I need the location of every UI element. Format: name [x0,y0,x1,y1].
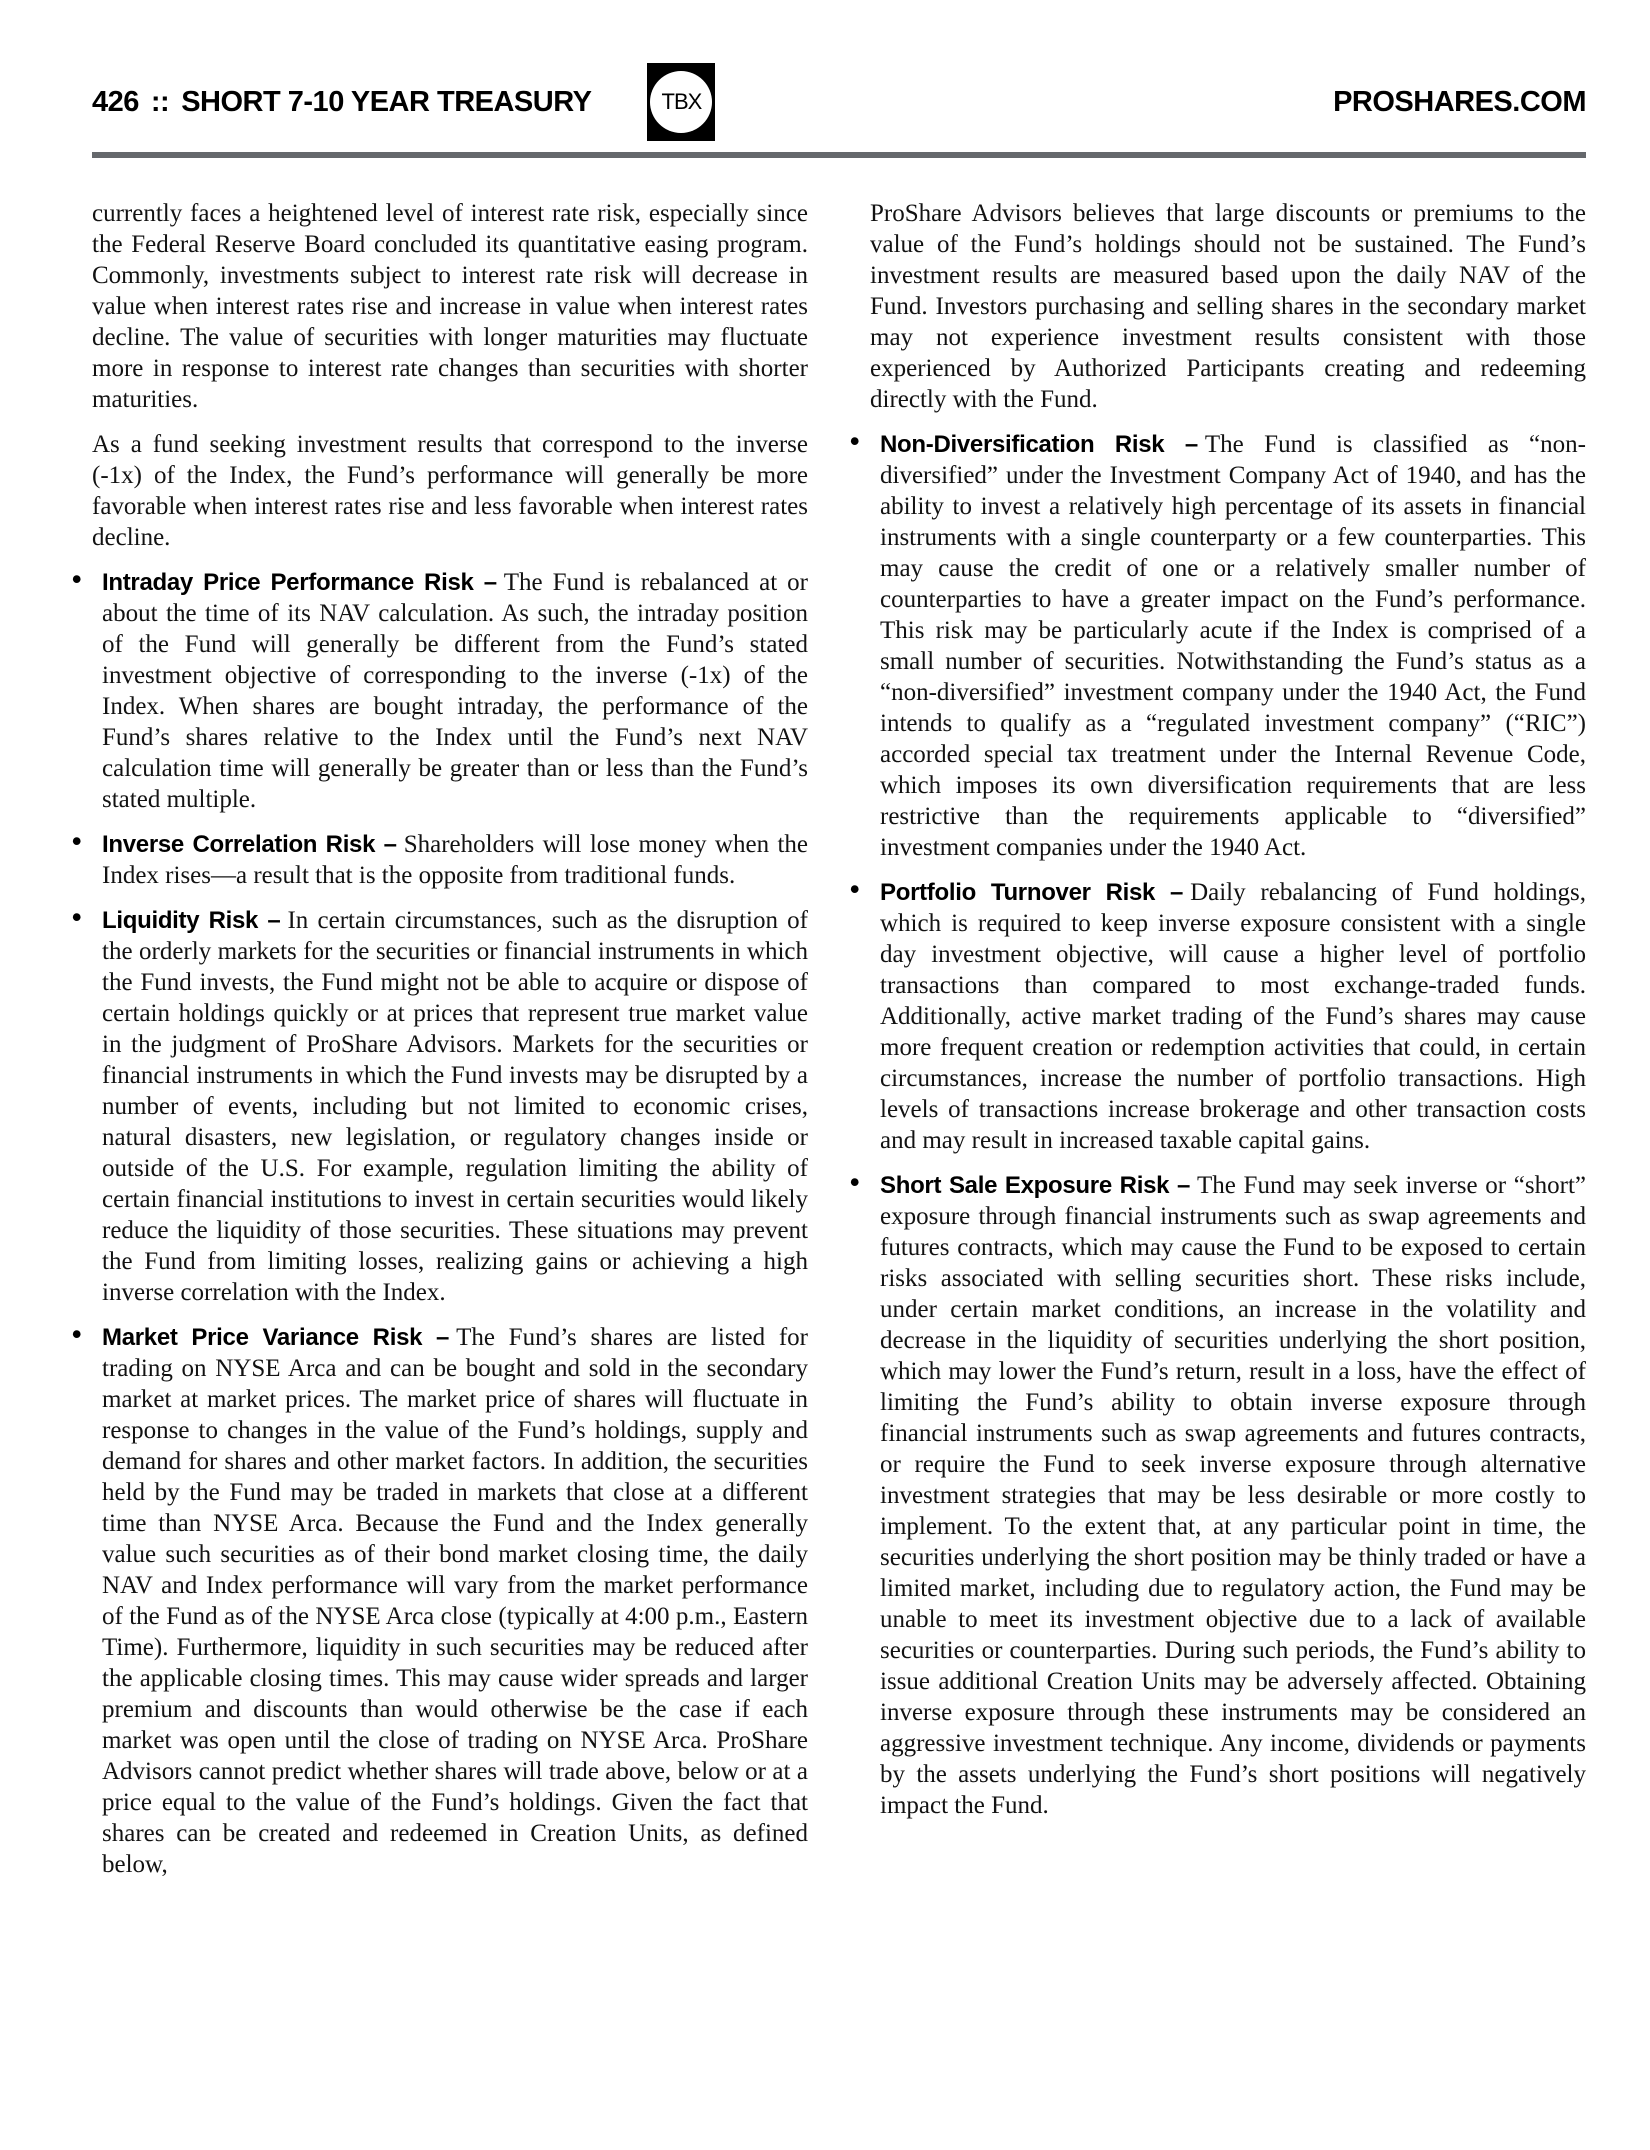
risk-heading: Non-Diversification Risk – [880,431,1198,458]
page-header [92,62,1586,142]
risk-heading: Market Price Variance Risk – [102,1324,450,1351]
risk-bullet-intraday-price-performance [72,564,808,815]
risk-heading: Portfolio Turnover Risk – [880,879,1184,906]
website-text: PROSHARES.COM [1333,85,1586,118]
ticker-label: TBX [661,89,702,114]
header-separator: :: [150,85,170,118]
bullet-icon: • [72,826,82,856]
risk-heading: Short Sale Exposure Risk – [880,1172,1191,1199]
page-number: 426 [92,85,139,118]
risk-bullet-market-price-variance [72,1319,808,1880]
risk-text: The Fund is classified as “non-diversified” under the Investment Company Act of 1940, and has the ability to invest a relatively high percentage of its assets in financial instruments with a single counterparty or a few counterparties. This may cause the credit of one or a relatively smaller number of counterparties to have a greater impact on the Fund’s performance. This risk may be particularly acute if the Index is comprised of a small number of securities. Notwithstanding the Fund’s status as a “non-diversified” investment company under the 1940 Act, the Fund intends to qualify as a “regulated investment company” (“RIC”) accorded special tax treatment under the Internal Revenue Code, which imposes its own diversification requirements that are less restrictive than the requirements applicable to “diversified” investment companies under the 1940 Act. [880,431,1586,861]
risk-bullet-portfolio-turnover [850,874,1586,1156]
risk-bullet-short-sale-exposure [850,1167,1586,1821]
ticker-circle-icon [650,71,712,133]
risk-heading: Liquidity Risk – [102,907,281,934]
body-paragraph: ProShare Advisors believes that large discounts or premiums to the value of the Fund’s holdings should not be sustained. The Fund’s investment results are measured based upon the daily NAV of the Fund. Investors purchasing and selling shares in the secondary market may not experience investment results consistent with those experienced by Authorized Participants creating and redeeming directly with the Fund. [870,200,1586,413]
risk-heading: Inverse Correlation Risk – [102,831,397,858]
header-title-group [92,86,591,119]
risk-text: The Fund may seek inverse or “short” exposure through financial instruments such as swap agreements and futures contracts, which may cause the Fund to be exposed to certain risks associated with selling securities short. These risks include, under certain market conditions, an increase in the volatility and decrease in the liquidity of securities underlying the short position, which may lower the Fund’s return, result in a loss, have the effect of limiting the Fund’s ability to obtain inverse exposure through financial instruments such as swap agreements and futures contracts, or require the Fund to seek inverse exposure through alternative investment strategies that may be less desirable or more costly to implement. To the extent that, at any particular point in time, the securities underlying the short position may be thinly traded or have a limited market, including due to regulatory action, the Fund may be unable to meet its investment objective due to a lack of available securities or counterparties. During such periods, the Fund’s ability to issue additional Creation Units may be adversely affected. Obtaining inverse exposure through these instruments may be considered an aggressive investment technique. Any income, dividends or payments by the assets underlying the Fund’s short positions will negatively impact the Fund. [880,1172,1586,1819]
risk-bullet-inverse-correlation [72,826,808,891]
risk-text: Shareholders will lose money when the Index rises—a result that is the opposite from traditional funds. [102,831,808,889]
risk-bullet-liquidity [72,902,808,1308]
header-divider-rule [92,152,1586,158]
right-column [850,198,1586,1894]
bullet-icon: • [850,1167,860,1197]
bullet-icon: • [850,426,860,456]
fund-title: SHORT 7-10 YEAR TREASURY [181,85,592,118]
left-column [72,198,808,1894]
body-columns [72,198,1586,1894]
body-paragraph: As a fund seeking investment results that correspond to the inverse (-1x) of the Index, the Fund’s performance will generally be more favorable when interest rates rise and less favorable when interest rates decline. [92,431,808,551]
risk-heading: Intraday Price Performance Risk – [102,569,497,596]
risk-text: Daily rebalancing of Fund holdings, which is required to keep inverse exposure consistent with a single day investment objective, will cause a higher level of portfolio transactions than compared to most exchange-traded funds. Additionally, active market trading of the Fund’s shares may cause more frequent creation or redemption activities that could, in certain circumstances, increase the number of portfolio transactions. High levels of transactions increase brokerage and other transaction costs and may result in increased taxable capital gains. [880,879,1586,1154]
risk-text: In certain circumstances, such as the disruption of the orderly markets for the securities or financial instruments in which the Fund invests, the Fund might not be able to acquire or dispose of certain holdings quickly or at prices that represent true market value in the judgment of ProShare Advisors. Markets for the securities or financial instruments in which the Fund invests may be disrupted by a number of events, including but not limited to economic crises, natural disasters, new legislation, or regulatory changes inside or outside of the U.S. For example, regulation limiting the ability of certain financial institutions to invest in certain securities would likely reduce the liquidity of those securities. These situations may prevent the Fund from limiting losses, realizing gains or achieving a high inverse correlation with the Index. [102,907,808,1306]
risk-bullet-non-diversification [850,426,1586,863]
body-paragraph: currently faces a heightened level of interest rate risk, especially since the Federal Reserve Board concluded its quantitative easing program. Commonly, investments subject to interest rate risk will decrease in value when interest rates rise and increase in value when interest rates decline. The value of securities with longer maturities may fluctuate more in response to interest rate changes than securities with shorter maturities. [92,200,808,413]
risk-text: The Fund is rebalanced at or about the time of its NAV calculation. As such, the intraday position of the Fund will generally be different from the Fund’s stated investment objective of corresponding to the inverse (-1x) of the Index. When shares are bought intraday, the performance of the Fund’s shares relative to the Index until the Fund’s next NAV calculation time will generally be greater than or less than the Fund’s stated multiple. [102,569,808,813]
bullet-icon: • [72,564,82,594]
risk-text: The Fund’s shares are listed for trading on NYSE Arca and can be bought and sold in the secondary market at market prices. The market price of shares will fluctuate in response to changes in the value of the Fund’s holdings, supply and demand for shares and other market factors. In addition, the securities held by the Fund may be traded in markets that close at a different time than NYSE Arca. Because the Fund and the Index generally value such securities as of their bond market closing time, the daily NAV and Index performance will vary from the market performance of the Fund as of the NYSE Arca close (typically at 4:00 p.m., Eastern Time). Furthermore, liquidity in such securities may be reduced after the applicable closing times. This may cause wider spreads and larger premium and discounts than would otherwise be the case if each market was open until the close of trading on NYSE Arca. ProShare Advisors cannot predict whether shares will trade above, below or at a price equal to the value of the Fund’s holdings. Given the fact that shares can be created and redeemed in Creation Units, as defined below, [102,1324,808,1878]
bullet-icon: • [72,1319,82,1349]
bullet-icon: • [72,902,82,932]
ticker-badge [647,63,715,141]
bullet-icon: • [850,874,860,904]
